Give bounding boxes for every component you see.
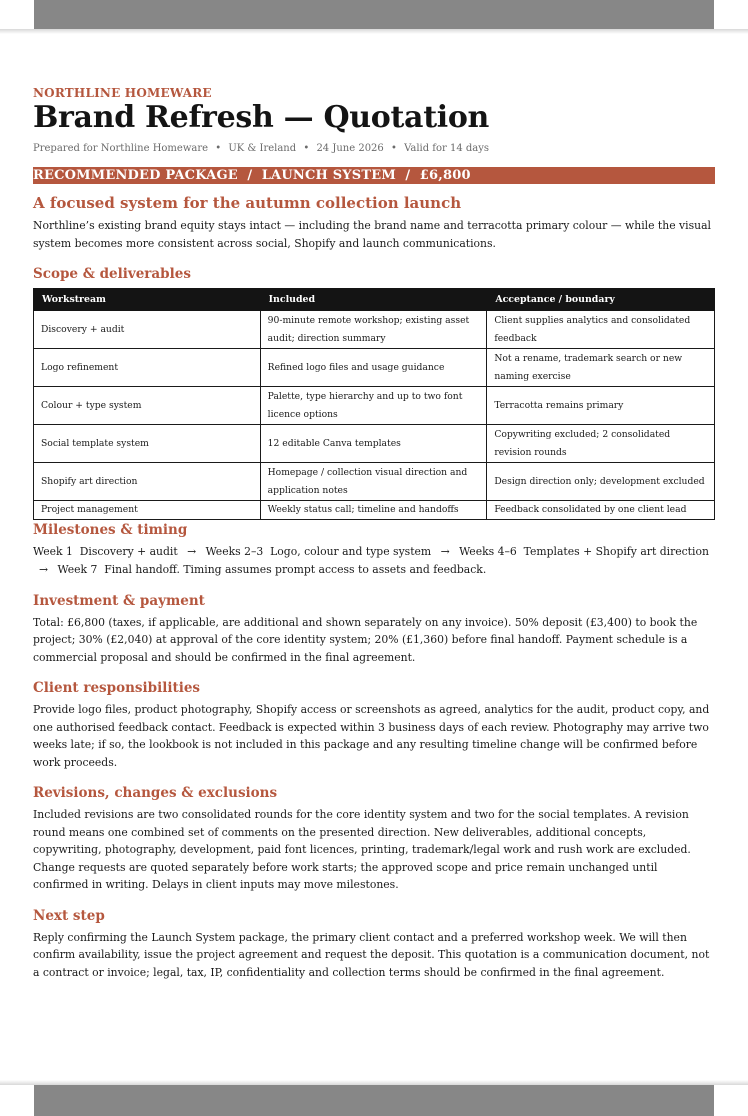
document-meta: [33, 142, 715, 156]
table-row: [34, 387, 715, 425]
page-title: Brand Refresh — Quotation: [33, 100, 490, 135]
scope-heading: Scope & deliverables: [33, 266, 191, 282]
cell-acceptance: Feedback consolidated by one client lead: [487, 501, 715, 520]
viewer-bottom-band: [34, 1085, 714, 1116]
milestone-timeline: [33, 543, 715, 579]
milestone-when: Weeks 4–6: [459, 544, 517, 558]
meta-date: 24 June 2026: [316, 143, 384, 154]
cell-included: Palette, type hierarchy and up to two font licence options: [260, 387, 487, 425]
milestone-when: Week 1: [33, 544, 73, 558]
milestone-arrow: →: [187, 544, 197, 558]
meta-separator: •: [303, 143, 310, 154]
milestones-heading: Milestones & timing: [33, 521, 188, 538]
cell-workstream: Logo refinement: [34, 349, 261, 387]
meta-separator: •: [215, 143, 222, 154]
milestone-when: Weeks 2–3: [205, 544, 264, 558]
lead-text: Northline’s existing brand equity stays intact — including the brand name and terracotta primary colour — while the visual system becomes more consistent across social, Shopify and launch communications.: [33, 219, 711, 250]
scope-table: [33, 288, 715, 520]
cell-workstream: Social template system: [34, 425, 261, 463]
cell-acceptance: Terracotta remains primary: [487, 387, 715, 425]
cell-workstream: Discovery + audit: [34, 311, 261, 349]
milestone-note: Timing assumes prompt access to assets and feedback.: [183, 562, 487, 576]
cell-acceptance: Not a rename, trademark search or new naming exercise: [487, 349, 715, 387]
milestone-what: Templates + Shopify art direction: [523, 544, 709, 558]
cell-acceptance: Copywriting excluded; 2 consolidated revision rounds: [487, 425, 715, 463]
milestone-arrow: →: [39, 562, 49, 576]
table-row: [34, 349, 715, 387]
cell-acceptance: Client supplies analytics and consolidated feedback: [487, 311, 715, 349]
milestone-what: Logo, colour and type system: [270, 544, 432, 558]
cell-workstream: Shopify art direction: [34, 463, 261, 501]
milestone-what: Discovery + audit: [79, 544, 178, 558]
meta-region: UK & Ireland: [228, 143, 297, 154]
table-row: [34, 501, 715, 520]
quotation-page: [33, 86, 715, 981]
column-header-included: Included: [260, 289, 487, 311]
next-step-heading: Next step: [33, 907, 105, 924]
lead-heading: A focused system for the autumn collection launch: [33, 194, 462, 212]
table-row: [34, 463, 715, 501]
meta-separator: •: [390, 143, 397, 154]
cell-included: Homepage / collection visual direction and application notes: [260, 463, 487, 501]
page-edge-top: [0, 29, 748, 34]
cell-included: 12 editable Canva templates: [260, 425, 487, 463]
meta-prepared-for: Prepared for Northline Homeware: [33, 143, 209, 154]
table-row: [34, 311, 715, 349]
viewer-top-band: [34, 0, 714, 29]
column-header-acceptance: Acceptance / boundary: [487, 289, 715, 311]
revisions-heading: Revisions, changes & exclusions: [33, 785, 278, 801]
next-step-text: Reply confirming the Launch System package, the primary client contact and a preferred workshop week. We will then confirm availability, issue the project agreement and request the deposit. This quotation is a communication document, not a contract or invoice; legal, tax, IP, confidentiality and collection terms should be confirmed in the final agreement.: [33, 930, 710, 979]
revisions-text: Included revisions are two consolidated rounds for the core identity system and two for the social templates. A revision round means one combined set of comments on the presented direction. New deliverables, additional concepts, copywriting, photography, development, paid font licences, printing, trademark/legal work and rush work are excluded. Change requests are quoted separately before work starts; the approved scope and price remain unchanged until confirmed in writing. Delays in client inputs may move milestones.: [33, 808, 691, 891]
package-banner-text: RECOMMENDED PACKAGE / LAUNCH SYSTEM / £6,800: [33, 168, 471, 183]
table-row: [34, 425, 715, 463]
table-header-row: [34, 289, 715, 311]
investment-text: Total: £6,800 (taxes, if applicable, are additional and shown separately on any invoice). 50% deposit (£3,400) to book the project; 30% (£2,040) at approval of the core identity system; 20% (£1,360) before final handoff. Payment schedule is a commercial proposal and should be confirmed in the final agreement.: [33, 615, 698, 664]
column-header-workstream: Workstream: [34, 289, 261, 311]
cell-acceptance: Design direction only; development excluded: [487, 463, 715, 501]
package-banner: [33, 167, 715, 184]
cell-workstream: Project management: [34, 501, 261, 520]
cell-included: Weekly status call; timeline and handoffs: [260, 501, 487, 520]
milestone-arrow: →: [440, 544, 450, 558]
brand-name: NORTHLINE HOMEWARE: [33, 86, 212, 100]
investment-heading: Investment & payment: [33, 592, 205, 609]
meta-validity: Valid for 14 days: [404, 143, 490, 154]
cell-workstream: Colour + type system: [34, 387, 261, 425]
cell-included: Refined logo files and usage guidance: [260, 349, 487, 387]
client-responsibilities-text: Provide logo files, product photography, Shopify access or screenshots as agreed, analytics for the audit, product copy, and one authorised feedback contact. Feedback is expected within 3 business days of each review. Photography may arrive two weeks late; if so, the lookbook is not included in this package and any resulting timeline change will be confirmed before work proceeds.: [33, 703, 710, 769]
milestone-when: Week 7: [57, 562, 98, 576]
client-responsibilities-heading: Client responsibilities: [33, 680, 201, 696]
cell-included: 90-minute remote workshop; existing asset audit; direction summary: [260, 311, 487, 349]
milestone-what: Final handoff.: [104, 562, 180, 576]
